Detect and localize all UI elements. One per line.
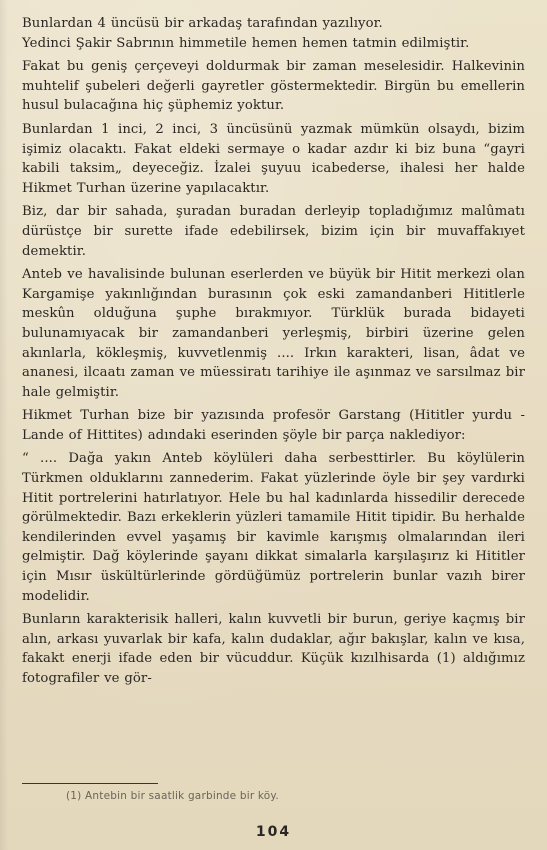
page-number: 104: [255, 824, 292, 840]
paragraph-8: Bunların karakterisik halleri, kalın kuvvetli bir burun, geriye kaçmış bir alın, arkası yuvarlak bir kafa, kalın dudaklar, ağır bakışlar, kalın ve kısa, fakakt enerji ifade eden bir vücuddur. Küçük kızılhisarda (1) aldığımız fotografiler ve gör-: [22, 612, 525, 686]
paragraph-5: Anteb ve havalisinde bulunan eserlerden ve büyük bir Hitit merkezi olan Kargamişe yakınlığından burasının çok eski zamandanberi Hititlerle meskûn olduğuna şuphe bırakmıyor. Türklük burada bidayeti bulunamıyacak bir zamandanberi yerleşmiş, birbiri üzerine gelen akınlarla, kökleşmiş, kuvvetlenmiş .... Irkın karakteri, lisan, âdat ve ananesi, ilcaatı zaman ve müessiratı tarihiye ile aşınmaz ve sarsılmaz bir hale gelmiştir.: [22, 267, 525, 400]
body-text: [22, 14, 525, 689]
paragraph-3: Bunlardan 1 inci, 2 inci, 3 üncüsünü yazmak mümkün olsaydı, bizim işimiz olacaktı. Fakat eldeki sermaye o kadar azdır ki biz buna “gayri kabili taksim„ deyeceğiz. İzalei şuyuu icabederse, ihalesi her halde Hikmet Turhan üzerine yapılacaktır.: [22, 121, 525, 196]
page-edge-shadow: [0, 0, 8, 850]
paragraph-6: Hikmet Turhan bize bir yazısında profesör Garstang (Hititler yurdu -Lande of Hittites) adındaki eserinden şöyle bir parça naklediyor:: [22, 408, 525, 443]
paragraph-1: Bunlardan 4 üncüsü bir arkadaş tarafından yazılıyor. Yedinci Şakir Sabrının himmetile hemen hemen tatmin edilmiştir.: [22, 16, 470, 51]
paragraph-4: Biz, dar bir sahada, şuradan buradan derleyip topladığımız malûmatı dürüstçe bir surette ifade edebilirsek, bizim için bir muvaffakıyet demektir.: [22, 204, 525, 259]
footnote: (1) Antebin bir saatlik garbinde bir köy.: [66, 790, 279, 802]
paragraph-7-quote: “ .... Dağa yakın Anteb köylüleri daha serbesttirler. Bu köylülerin Türkmen olduklarını zannederim. Fakat yüzlerinde öyle bir şey vardırki Hitit portrelerini hatırlatıyor. Hele bu hal kadınlarda hissedilir derecede görülmektedir. Bazı erkeklerin yüzleri tamamile Hitit tipidir. Bu herhalde kendilerinden evvel yaşamış bir kavimle karışmış olmalarından ileri gelmiştir. Dağ köylerinde şayanı dikkat simalarla karşılaşırız ki Hititler için Mısır üskültürlerinde gördüğümüz portrelerin bunlar vazıh birer modelidir.: [22, 451, 525, 604]
footnote-divider: [22, 783, 158, 784]
paragraph-2: Fakat bu geniş çerçeveyi doldurmak bir zaman meselesidir. Halkevinin muhtelif şubeleri değerli gayretler göstermektedir. Birgün bu emellerin husul bulacağına hiç şüphemiz yoktur.: [22, 59, 525, 114]
